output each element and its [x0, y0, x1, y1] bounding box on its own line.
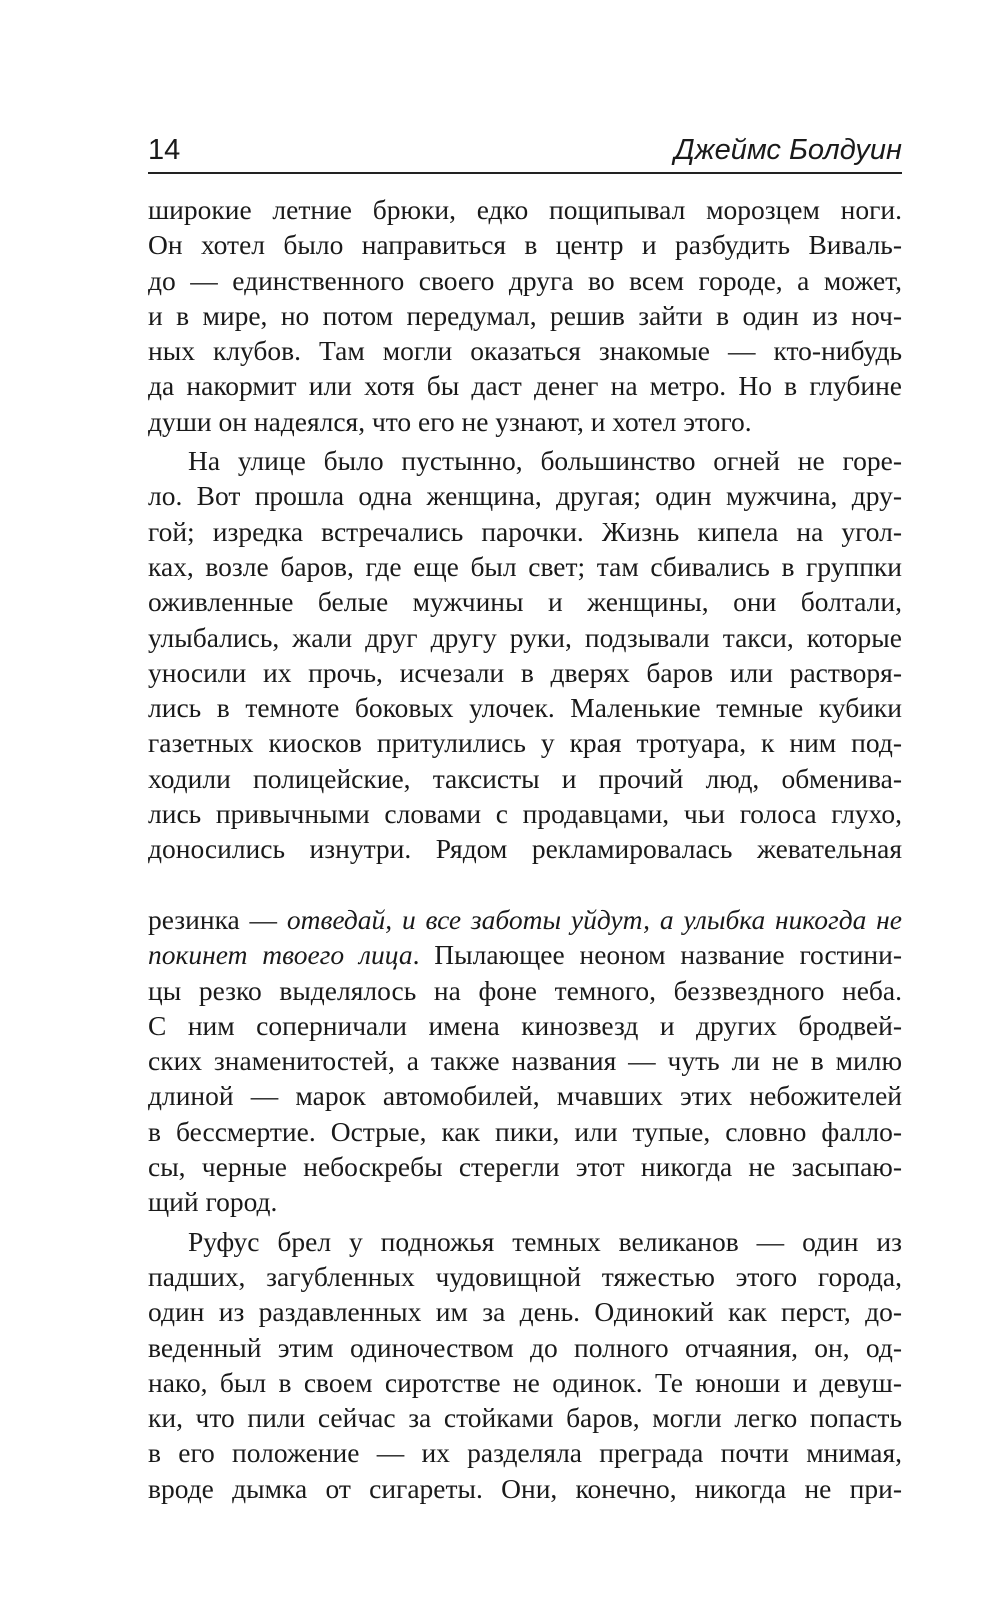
text-line: до — единственного своего друга во всем городе, а может, [148, 264, 902, 296]
text-line: в бессмертие. Острые, как пики, или тупые, словно фалло- [148, 1115, 902, 1147]
text-line: Руфус брел у подножья темных великанов — один из [188, 1225, 902, 1257]
text-run: . Пылающее неоном название гостини- [412, 939, 903, 971]
text-line: в его положение — их разделяла преграда почти мнимая, [148, 1437, 902, 1469]
text-line: ходили полицейские, таксисты и прочий люд, обменива- [148, 762, 902, 794]
text-line [148, 867, 902, 902]
text-line: гой; изредка встречались парочки. Жизнь кипела на угол- [148, 515, 902, 547]
text-line: да накормит или хотя бы даст денег на метро. Но в глубине [148, 370, 902, 402]
text-line: ках, возле баров, где еще был свет; там сбивались в группки [148, 550, 902, 582]
text-line: С ним соперничали имена кинозвезд и других бродвей- [148, 1009, 902, 1041]
text-line: лись в темноте боковых улочек. Маленькие темные кубики [148, 692, 902, 724]
text-line: цы резко выделялось на фоне темного, беззвездного неба. [148, 974, 902, 1006]
text-line: улыбались, жали друг другу руки, подзывали такси, которые [148, 621, 902, 653]
paragraph-3 [148, 1224, 902, 1506]
text-line: веденный этим одиночеством до полного отчаяния, он, од- [148, 1331, 902, 1363]
text-line: вроде дымка от сигареты. Они, конечно, никогда не при- [148, 1472, 902, 1504]
text-line: уносили их прочь, исчезали в дверях баров или растворя- [148, 656, 902, 688]
text-line: лись привычными словами с продавцами, чьи голоса глухо, [148, 798, 902, 830]
paragraph-2 [148, 443, 902, 1220]
page-header [148, 128, 902, 172]
text-line: и в мире, но потом передумал, решив зайти в один из ноч- [148, 299, 902, 331]
text-line: сы, черные небоскребы стерегли этот никогда не засыпаю- [148, 1151, 902, 1183]
text-line: ки, что пили сейчас за стойками баров, могли легко попасть [148, 1402, 902, 1434]
text-line: доносились изнутри. Рядом рекламировалась жевательная [148, 833, 902, 865]
text-line: нако, был в своем сиротстве не одинок. Те юноши и девуш- [148, 1366, 902, 1398]
paragraph-1 [148, 192, 902, 439]
text-run: резинка — [148, 903, 287, 935]
text-line: оживленные белые мужчины и женщины, они болтали, [148, 586, 902, 618]
header-rule [148, 172, 902, 174]
text-line: На улице было пустынно, большинство огней не горе- [188, 445, 902, 477]
body-text [148, 192, 902, 1506]
text-line: газетных киосков притулились у края тротуара, к ним под- [148, 727, 902, 759]
text-line: длиной — марок автомобилей, мчавших этих небожителей [148, 1080, 902, 1112]
text-line: ных клубов. Там могли оказаться знакомые — кто-нибудь [148, 335, 902, 367]
italic-quote: покинет твоего лица [148, 939, 413, 971]
text-line: Он хотел было направиться в центр и разбудить Виваль- [148, 229, 902, 261]
text-line: щий город. [148, 1186, 278, 1218]
text-line: ских знаменитостей, а также названия — чуть ли не в милю [148, 1045, 902, 1077]
text-line-mixed [148, 902, 902, 937]
text-line-mixed [148, 937, 902, 972]
text-line: ло. Вот прошла одна женщина, другая; один мужчина, дру- [148, 480, 902, 512]
running-title: Джеймс Болдуин [674, 134, 902, 166]
italic-quote: отведай, и все заботы уйдут, а улыбка никогда не [286, 903, 902, 935]
text-line: один из раздавленных им за день. Одинокий как перст, до- [148, 1296, 902, 1328]
text-line: души он надеялся, что его не узнают, и хотел этого. [148, 405, 752, 437]
text-line: широкие летние брюки, едко пощипывал морозцем ноги. [148, 194, 902, 225]
page-number: 14 [148, 134, 181, 166]
text-line: падших, загубленных чудовищной тяжестью этого города, [148, 1260, 902, 1292]
